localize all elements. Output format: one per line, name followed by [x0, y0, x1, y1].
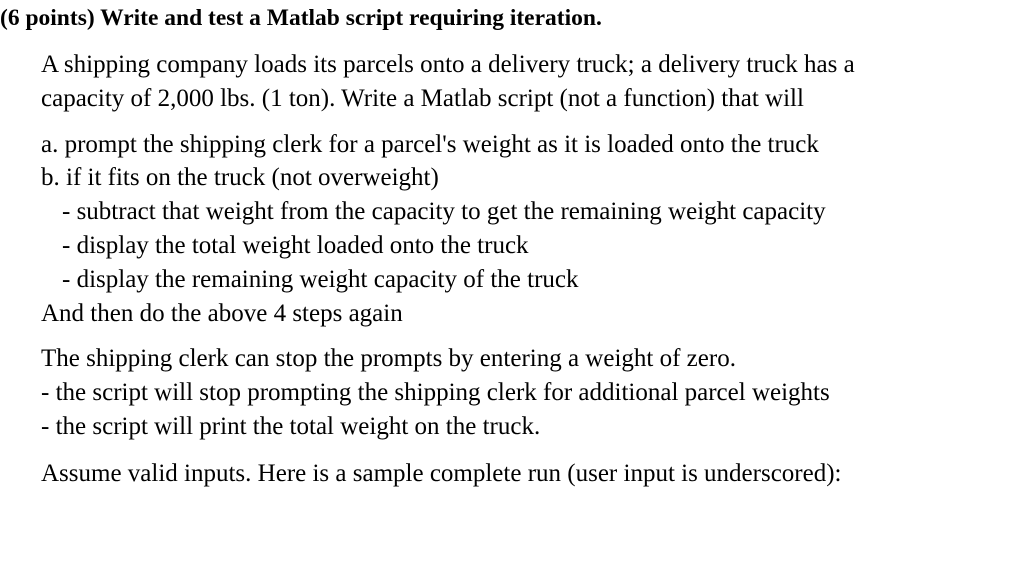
- stop-line: - the script will print the total weight on the truck.: [41, 412, 541, 440]
- repeat-instruction: And then do the above 4 steps again: [41, 299, 403, 327]
- problem-body: [41, 48, 1016, 491]
- step-b-subitem: - display the remaining weight capacity of the truck: [62, 265, 579, 293]
- assumption-line: Assume valid inputs. Here is a sample complete run (user input is underscored):: [41, 459, 842, 487]
- stop-paragraph: [41, 342, 1016, 443]
- stop-line: - the script will stop prompting the shipping clerk for additional parcel weights: [41, 379, 830, 407]
- step-b: b. if it fits on the truck (not overweight): [41, 164, 439, 192]
- stop-line: The shipping clerk can stop the prompts by entering a weight of zero.: [41, 345, 736, 373]
- step-a: a. prompt the shipping clerk for a parcel's weight as it is loaded onto the truck: [41, 130, 819, 158]
- problem-title: (6 points) Write and test a Matlab script requiring iteration.: [0, 5, 602, 31]
- step-b-subitem: - subtract that weight from the capacity to get the remaining weight capacity: [62, 198, 826, 226]
- step-b-subitem: - display the total weight loaded onto the truck: [62, 231, 529, 259]
- intro-line: A shipping company loads its parcels onto a delivery truck; a delivery truck has a: [41, 51, 855, 78]
- intro-line: capacity of 2,000 lbs. (1 ton). Write a Matlab script (not a function) that will: [41, 84, 804, 112]
- intro-paragraph: [41, 48, 1016, 116]
- steps-list: [41, 128, 1016, 331]
